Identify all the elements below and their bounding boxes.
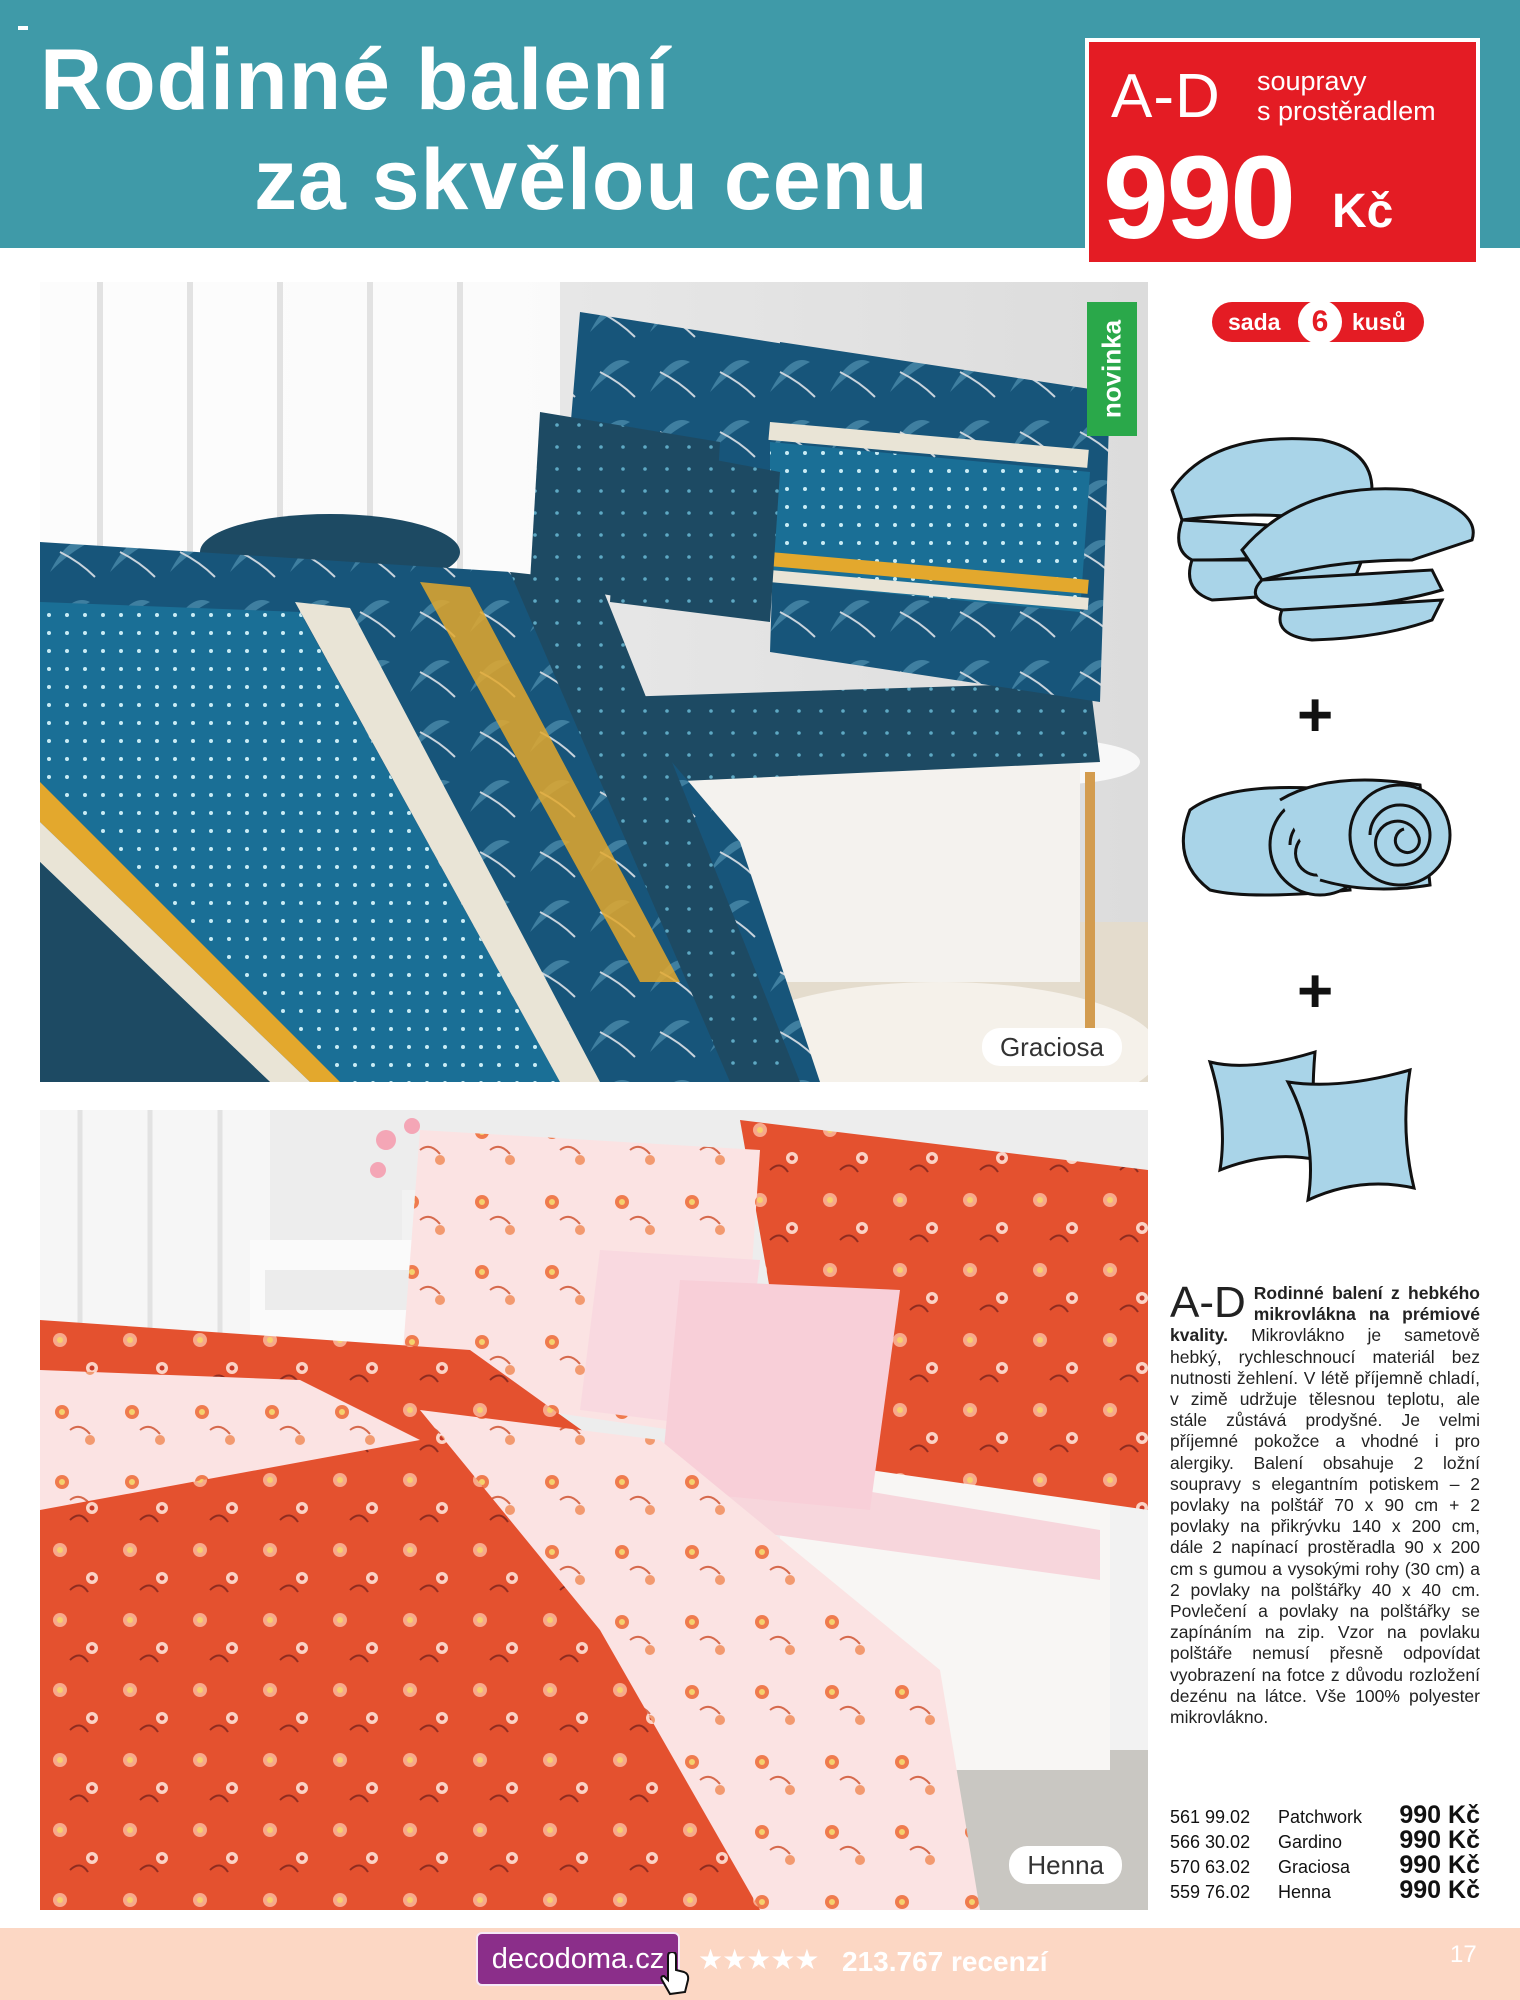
rating-stars-icon: ★★★★★	[698, 1944, 819, 1975]
page-title	[40, 30, 929, 230]
product-photo-graciosa[interactable]	[40, 282, 1148, 1082]
website-link-button[interactable]: decodoma.cz	[476, 1932, 680, 1986]
product-code: 570 63.02	[1170, 1857, 1251, 1877]
product-code: 566 30.02	[1170, 1832, 1251, 1852]
product-name: Patchwork	[1278, 1807, 1363, 1827]
set-badge-count: 6	[1298, 300, 1342, 344]
plus-sign-1: +	[1297, 681, 1334, 750]
bedroom-photo-blue	[40, 282, 1148, 1082]
photo-caption-henna: Henna	[1009, 1846, 1122, 1884]
new-badge-label: novinka	[1096, 319, 1127, 419]
price-subtitle	[1257, 66, 1436, 126]
pillows-icon	[1200, 1040, 1440, 1210]
product-price-list	[1170, 1803, 1480, 1903]
price-box	[1085, 38, 1480, 266]
product-description	[1170, 1278, 1480, 1728]
title-line-2: za skvělou cenu	[254, 132, 929, 228]
plus-sign-2: +	[1297, 957, 1334, 1026]
description-body: Mikrovlákno je sametově hebký, rychleschnoucí materiál bez nutnosti žehlení. V létě příjemně chladí, v zimě udržuje tělesnou teplotu, ale stále zůstává prodyšné. Je velmi příjemné pokožce a vhodné i pro alergiky. Balení obsahuje 2 ložní soupravy s elegantním potiskem – 2 povlaky na polštář 70 x 90 cm + 2 povlaky na přikrývku 140 x 200 cm, dále 2 napínací prostěradla 90 x 200 cm s gumou a vysokými rohy (30 cm) a 2 povlaky na polštářky 40 x 40 cm. Povlečení a povlaky na polštářky se zapínáním na zip. Vzor na povlaku polštáře nemusí přesně odpovídat vyobrazení na fotce z důvodu rozložení dezénu na látce. Vše 100% polyester mikrovlákno.	[1170, 1325, 1480, 1728]
price-row[interactable]	[1170, 1878, 1480, 1903]
product-price: 990 Kč	[1399, 1801, 1480, 1829]
product-name: Henna	[1278, 1882, 1332, 1902]
product-price: 990 Kč	[1399, 1851, 1480, 1879]
photo-caption-graciosa: Graciosa	[982, 1028, 1122, 1066]
description-variant-label: A-D	[1170, 1278, 1246, 1327]
product-name: Gardino	[1278, 1832, 1343, 1852]
reviews-count: 213.767 recenzí	[842, 1946, 1048, 1977]
price-currency: Kč	[1332, 185, 1394, 238]
product-price: 990 Kč	[1399, 1826, 1480, 1854]
price-row[interactable]	[1170, 1853, 1480, 1878]
rolled-sheets-icon	[1170, 760, 1470, 920]
price-amount: 990	[1103, 132, 1294, 264]
description-title: Rodinné balení z hebkého mikrovlákna na prémiové kvality.	[1170, 1283, 1480, 1346]
price-subtitle-line-2: s prostěradlem	[1257, 96, 1436, 126]
set-badge-suffix: kusů	[1352, 309, 1406, 335]
product-code: 561 99.02	[1170, 1807, 1251, 1827]
title-line-1: Rodinné balení	[40, 32, 671, 128]
product-name: Graciosa	[1278, 1857, 1351, 1877]
price-subtitle-line-1: soupravy	[1257, 66, 1367, 96]
product-photo-henna[interactable]	[40, 1110, 1148, 1910]
price-row[interactable]	[1170, 1803, 1480, 1828]
bedroom-photo-floral	[40, 1110, 1148, 1910]
hand-cursor-icon	[660, 1952, 690, 1996]
set-badge	[1212, 302, 1424, 342]
product-price: 990 Kč	[1399, 1876, 1480, 1904]
folded-duvet-icon	[1152, 410, 1492, 650]
set-badge-prefix: sada	[1228, 309, 1281, 335]
new-badge	[1087, 302, 1137, 436]
price-row[interactable]	[1170, 1828, 1480, 1853]
product-code: 559 76.02	[1170, 1882, 1251, 1902]
corner-mark	[18, 26, 28, 30]
price-variant: A-D	[1111, 62, 1221, 131]
page-number: 17	[1450, 1941, 1477, 1968]
